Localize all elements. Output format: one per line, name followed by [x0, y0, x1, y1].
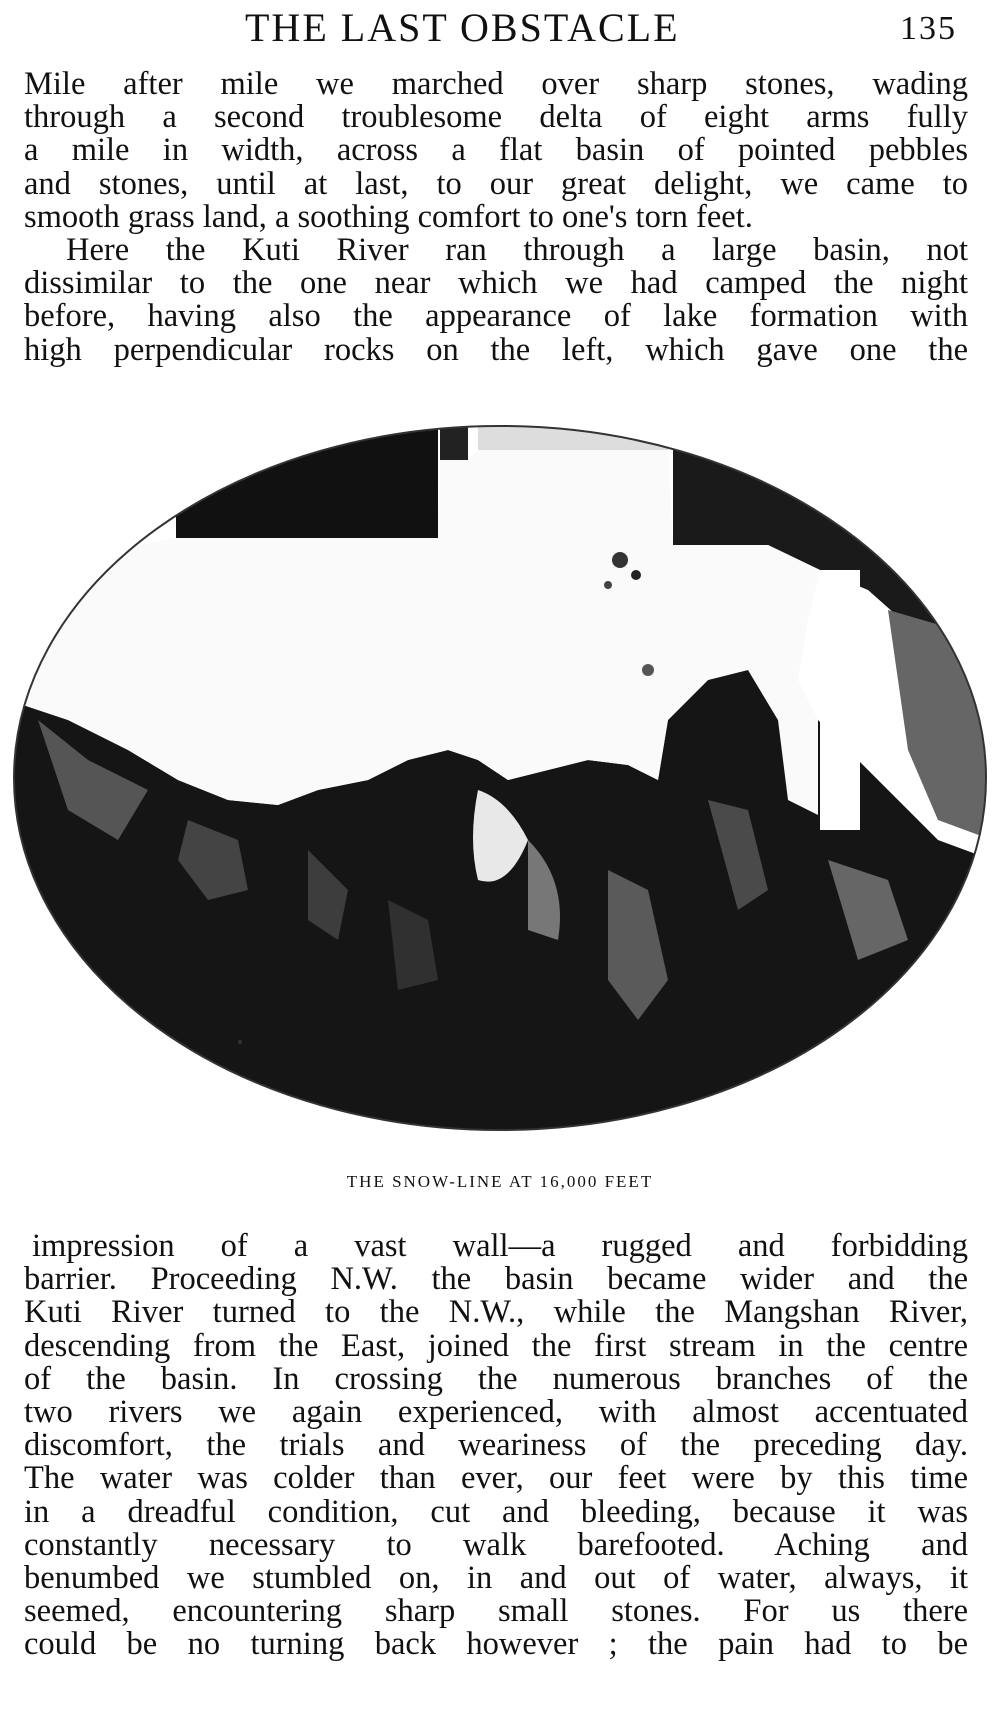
text-line: The water was colder than ever, our feet were by this time — [24, 1462, 968, 1496]
running-head — [0, 4, 1000, 54]
text-line: benumbed we stumbled on, in and out of water, always, it — [24, 1561, 968, 1596]
text-line: Here the Kuti River ran through a large basin, not — [66, 234, 968, 268]
text-line: smooth grass land, a soothing comfort to one's torn feet. — [24, 200, 753, 234]
text-line: dissimilar to the one near which we had camped the night — [24, 267, 968, 301]
paragraph-2 — [24, 234, 968, 367]
text-line: could be no turning back however ; the pain had to be — [24, 1628, 968, 1662]
text-line: through a second troublesome delta of eight arms fully — [24, 101, 968, 135]
ink-fleck — [238, 1040, 242, 1044]
text-line: a mile in width, across a flat basin of pointed pebbles — [24, 134, 968, 168]
text-line: discomfort, the trials and weariness of the preceding day. — [24, 1429, 968, 1463]
running-title: THE LAST OBSTACLE — [245, 5, 680, 50]
text-line: barrier. Proceeding N.W. the basin became wider and the — [24, 1263, 968, 1297]
paragraph-1 — [24, 68, 968, 234]
text-line: and stones, until at last, to our great delight, we came to — [24, 167, 968, 201]
text-line: of the basin. In crossing the numerous branches of the — [24, 1362, 968, 1396]
photo-plate — [8, 420, 992, 1136]
text-line: before, having also the appearance of lake formation with — [24, 300, 968, 334]
text-line: Mile after mile we marched over sharp stones, wading — [24, 68, 968, 102]
plate-caption: THE SNOW-LINE AT 16,000 FEET — [346, 1172, 654, 1191]
page-number: 135 — [900, 10, 957, 47]
text-line: impression of a vast wall—a rugged and forbidding — [32, 1230, 968, 1264]
text-line: in a dreadful condition, cut and bleeding, because it was — [24, 1495, 968, 1529]
text-line: high perpendicular rocks on the left, which gave one the — [24, 333, 968, 367]
text-line: two rivers we again experienced, with almost accentuated — [24, 1395, 968, 1430]
text-line: descending from the East, joined the first stream in the centre — [24, 1329, 968, 1363]
text-line: Kuti River turned to the N.W., while the Mangshan River, — [24, 1296, 968, 1330]
text-line: seemed, encountering sharp small stones. For us there — [24, 1595, 968, 1629]
text-line: constantly necessary to walk barefooted. Aching and — [24, 1528, 968, 1562]
paragraph-3 — [24, 1230, 968, 1661]
snow-line-photograph — [8, 420, 992, 1136]
